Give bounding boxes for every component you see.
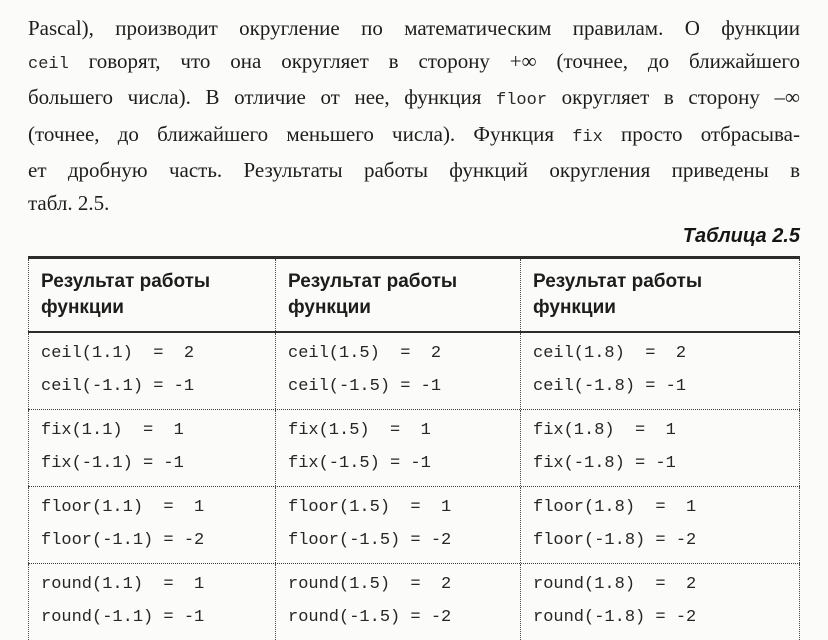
paragraph-text: говорят, что она округляет в сторону +∞ (точнее, до ближайшего — [68, 48, 800, 73]
paragraph-line — [28, 12, 800, 45]
paragraph-line — [28, 81, 800, 118]
table-caption: Таблица 2.5 — [682, 225, 800, 247]
table-cell-line: round(1.1) = 1 — [41, 575, 205, 594]
table-cell — [275, 564, 520, 640]
table-header-cell — [520, 259, 800, 331]
paragraph-text: ет дробную часть. Результаты работы функций округления приведены в — [28, 158, 800, 182]
paragraph-text: просто отбрасыва- — [602, 121, 800, 146]
table-cell-line: round(1.5) = 2 — [288, 575, 452, 594]
table-cell-line: floor(1.8) = 1 — [533, 498, 697, 517]
table-header-label: Результат работы функции — [41, 271, 211, 318]
table-cell — [520, 564, 800, 640]
table-cell-line: ceil(1.1) = 2 — [41, 344, 195, 363]
paragraph-line — [28, 187, 800, 220]
table-cell-line: fix(-1.5) = -1 — [288, 454, 431, 473]
paragraph-line — [28, 45, 800, 82]
inline-code: ceil — [28, 54, 69, 74]
paragraph-text: (точнее, до ближайшего меньшего числа). Функция — [28, 121, 573, 146]
table-cell — [275, 333, 520, 409]
table-cell — [28, 410, 275, 486]
table-cell — [28, 564, 275, 640]
table-cell-line: floor(1.5) = 1 — [288, 498, 452, 517]
table-cell-line: round(-1.1) = -1 — [41, 608, 205, 627]
table-cell-line: fix(1.8) = 1 — [533, 421, 676, 440]
table-section-row-ceil — [28, 333, 800, 410]
table-cell-line: round(-1.5) = -2 — [288, 608, 452, 627]
table-header-label: Результат работы функции — [533, 271, 703, 318]
table-cell-line: floor(1.1) = 1 — [41, 498, 205, 517]
table-header-label: Результат работы функции — [288, 271, 458, 318]
inline-code: fix — [572, 127, 603, 147]
table-header-cell — [275, 259, 520, 331]
table-cell-line: ceil(1.8) = 2 — [533, 344, 687, 363]
table-cell-line: fix(1.5) = 1 — [288, 421, 431, 440]
table-header-cell — [28, 259, 275, 331]
paragraph-text: округляет в сторону –∞ — [547, 85, 800, 109]
table-cell — [275, 487, 520, 563]
table-cell-line: fix(-1.1) = -1 — [41, 454, 184, 473]
paragraph-text: табл. 2.5. — [28, 190, 110, 215]
paragraph — [28, 12, 800, 219]
paragraph-line — [28, 154, 800, 187]
table-cell-line: floor(-1.8) = -2 — [533, 531, 697, 550]
table-cell-line: ceil(-1.5) = -1 — [288, 377, 442, 396]
table-header-row — [28, 259, 800, 333]
table-section-row-round — [28, 564, 800, 640]
table-section-row-floor — [28, 487, 800, 564]
table-cell-line: ceil(-1.1) = -1 — [41, 377, 195, 396]
table-cell-line: floor(-1.1) = -2 — [41, 531, 205, 550]
paragraph-line — [28, 118, 800, 155]
table-cell-line: ceil(-1.8) = -1 — [533, 377, 687, 396]
table-cell — [28, 333, 275, 409]
paragraph-text: большего числа). В отличие от нее, функция — [28, 85, 497, 109]
results-table — [28, 256, 800, 640]
table-cell — [520, 487, 800, 563]
table-cell — [275, 410, 520, 486]
table-cell-line: fix(-1.8) = -1 — [533, 454, 676, 473]
table-section-row-fix — [28, 410, 800, 487]
table-cell — [520, 333, 800, 409]
table-cell-line: round(-1.8) = -2 — [533, 608, 697, 627]
inline-code: floor — [496, 91, 548, 110]
table-cell-line: floor(-1.5) = -2 — [288, 531, 452, 550]
table-cell — [28, 487, 275, 563]
table-cell-line: fix(1.1) = 1 — [41, 421, 184, 440]
table-cell-line: ceil(1.5) = 2 — [288, 344, 442, 363]
table-cell — [520, 410, 800, 486]
paragraph-text: Pascal), производит округление по математическим правилам. О функции — [28, 16, 800, 40]
table-cell-line: round(1.8) = 2 — [533, 575, 697, 594]
